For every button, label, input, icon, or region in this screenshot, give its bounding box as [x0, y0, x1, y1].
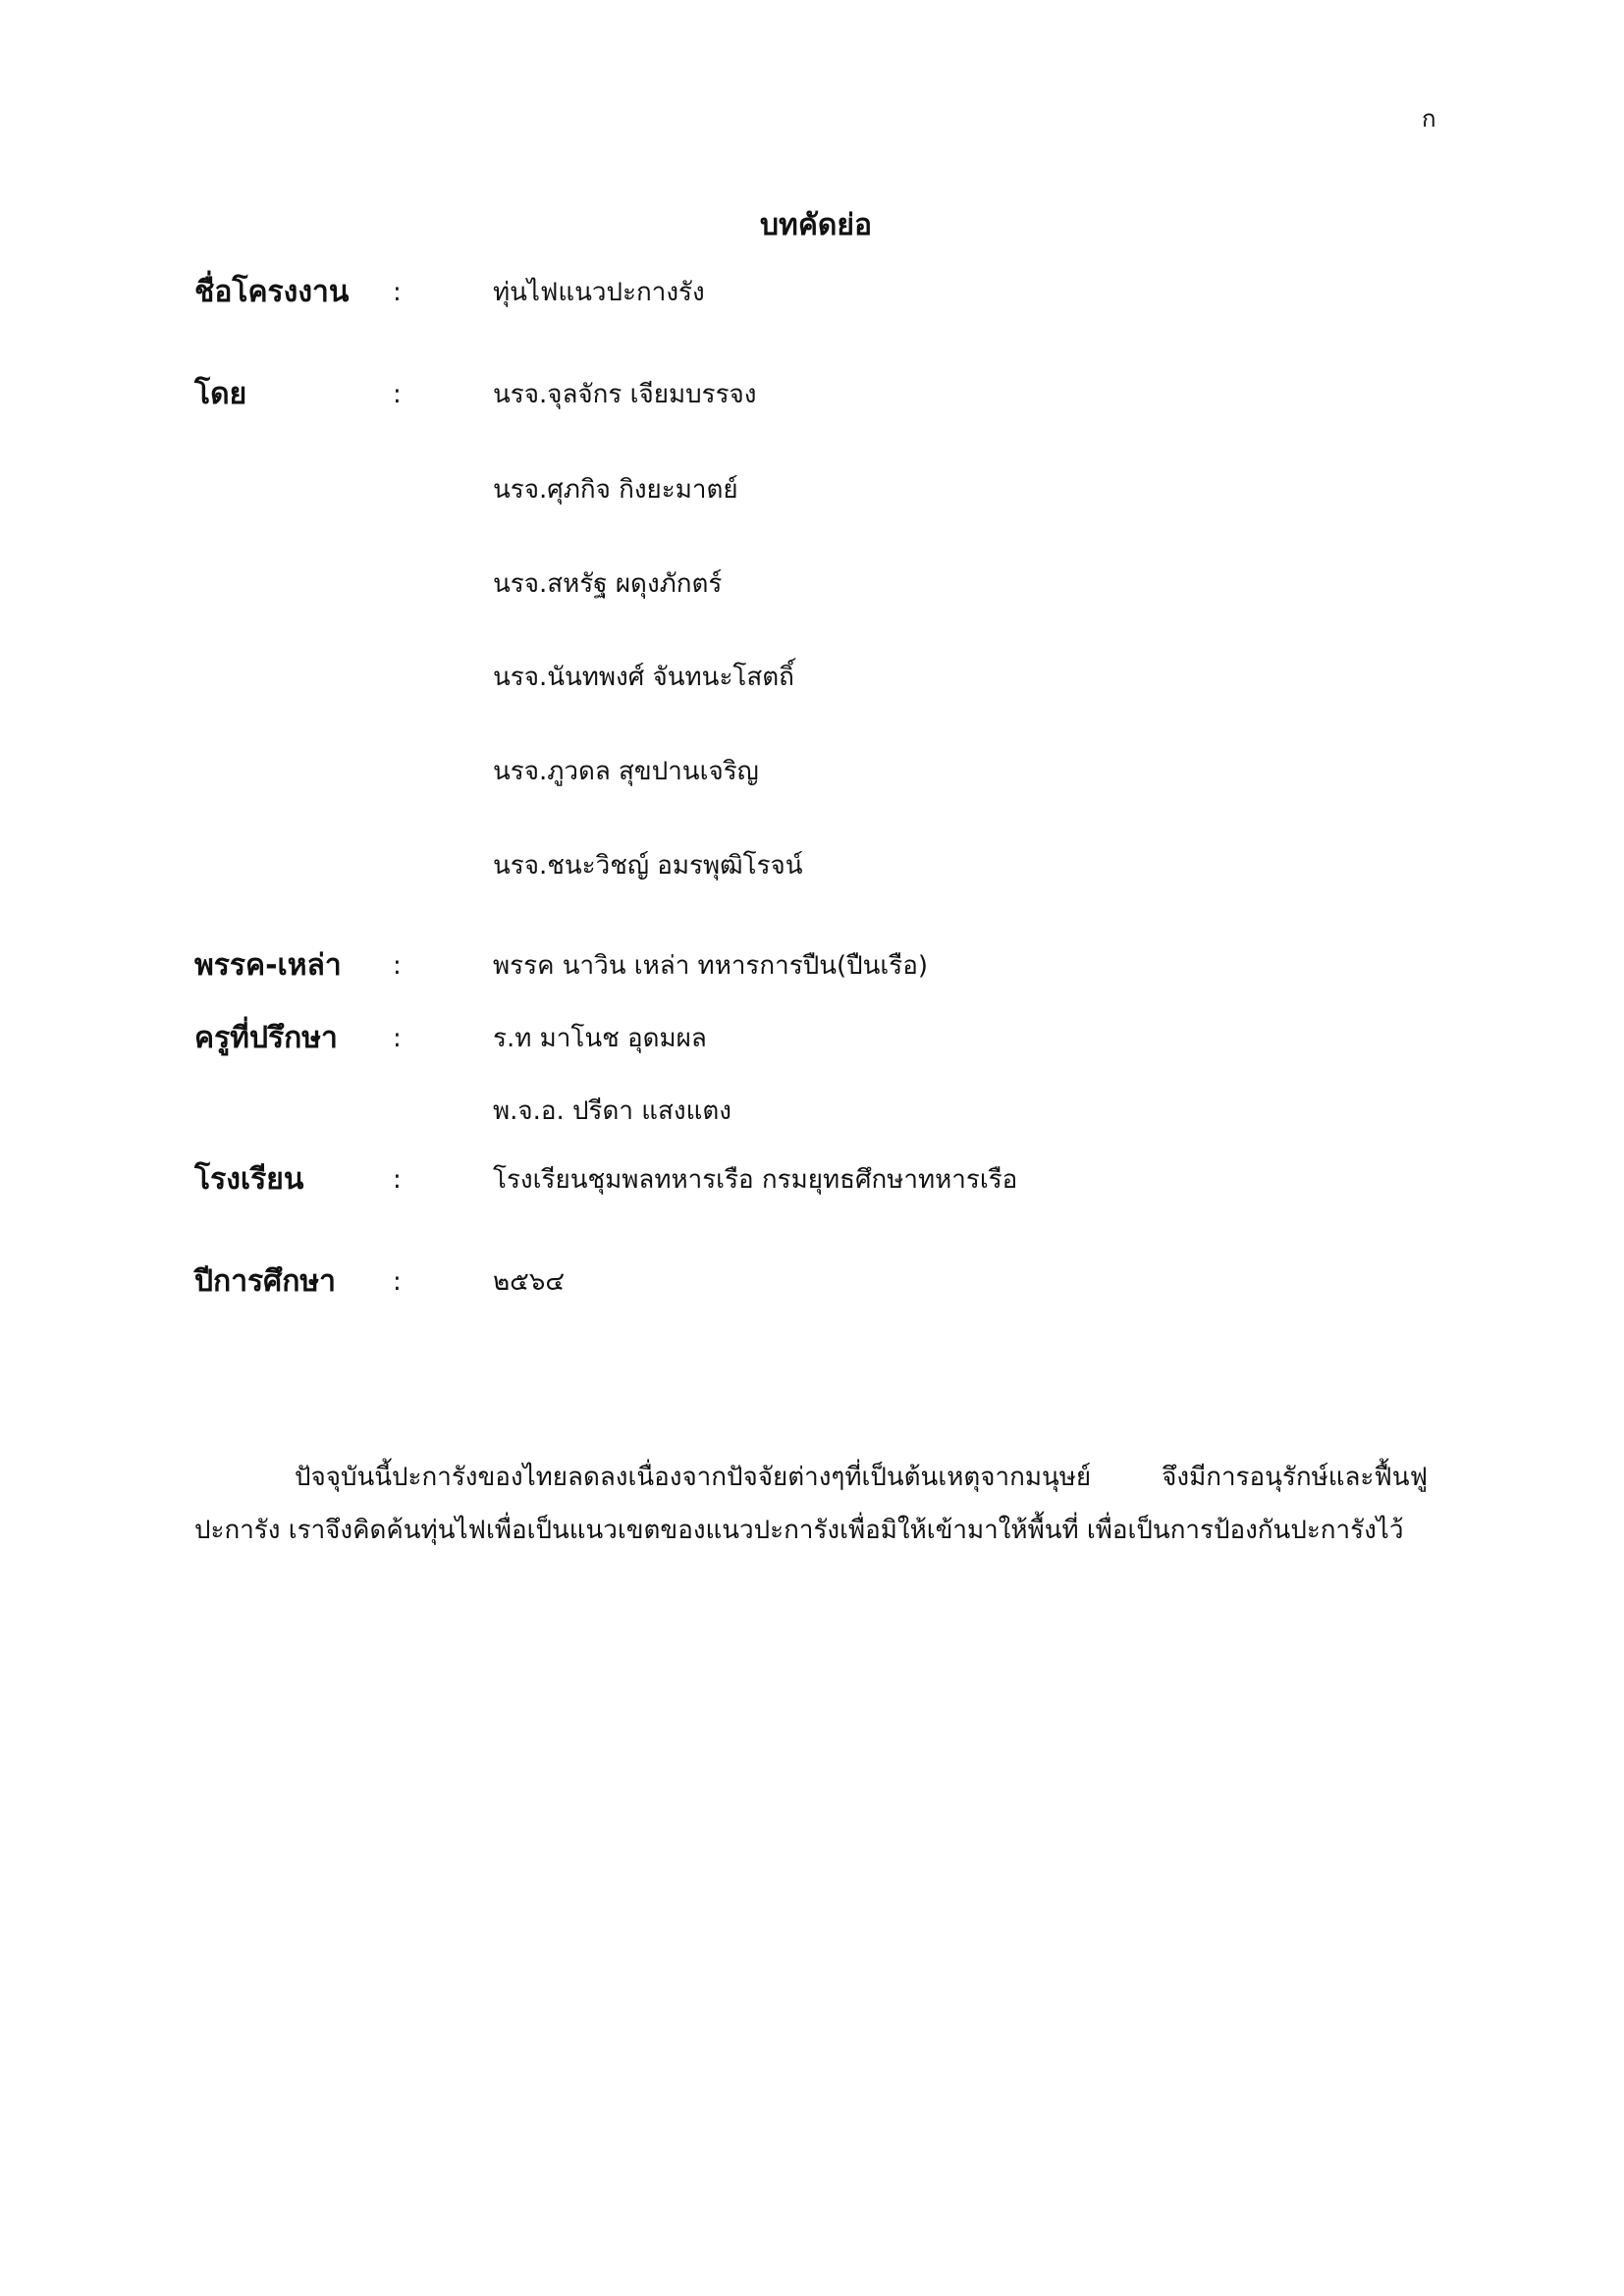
member-name: นรจ.นันทพงศ์ จันทนะโสตถิ์ — [493, 663, 794, 692]
member-name: นรจ.จุลจักร เจียมบรรจง — [493, 380, 757, 409]
field-colon: : — [393, 278, 402, 307]
field-project — [0, 271, 1624, 314]
field-label-by: โดย — [194, 377, 247, 411]
field-advisors-second — [0, 1090, 1624, 1133]
field-colon: : — [393, 1024, 402, 1053]
member-name: นรจ.ภูวดล สุขปานเจริญ — [493, 757, 759, 786]
document-title: บทคัดย่อ — [760, 208, 872, 242]
field-school — [0, 1158, 1624, 1201]
advisor-name: ร.ท มาโนช อุดมผล — [493, 1024, 707, 1053]
field-by-member — [0, 562, 1624, 606]
field-by — [0, 373, 1624, 416]
field-label-advisors: ครูที่ปรึกษา — [194, 1021, 338, 1055]
field-branch — [0, 944, 1624, 988]
field-colon: : — [393, 1267, 402, 1297]
field-year — [0, 1260, 1624, 1304]
field-value-year: ๒๕๖๔ — [493, 1267, 565, 1297]
member-name: นรจ.สหรัฐ ผดุงภักตร์ — [493, 569, 723, 599]
member-name: นรจ.ศุภกิจ กิงยะมาตย์ — [493, 475, 738, 505]
field-by-member — [0, 750, 1624, 793]
page-number: ก — [1422, 105, 1436, 133]
field-by-member — [0, 656, 1624, 699]
field-label-year: ปีการศึกษา — [194, 1264, 336, 1299]
field-label-branch: พรรค-เหล่า — [194, 948, 342, 983]
field-label-school: โรงเรียน — [194, 1162, 304, 1197]
abstract-paragraph: ปัจจุบันนี้ปะการังของไทยลดลงเนื่องจากปัจจัยต่างๆที่เป็นต้นเหตุจากมนุษย์ จึงมีการอนุรักษ์และฟื้นฟูปะการัง เราจึงคิดค้นทุ่นไฟเพื่อเป็นแนวเขตของแนวปะการังเพื่อมิให้เข้ามาให้พื้นที่ เพื่อเป็นการป้องกันปะการังไว้ — [194, 1463, 1428, 1545]
field-by-member — [0, 468, 1624, 511]
field-by-member — [0, 844, 1624, 887]
field-value-project: ทุ่นไฟแนวปะกางรัง — [493, 278, 705, 307]
field-value-branch: พรรค นาวิน เหล่า ทหารการปืน(ปืนเรือ) — [493, 951, 929, 981]
field-advisors — [0, 1017, 1624, 1060]
field-value-school: โรงเรียนชุมพลทหารเรือ กรมยุทธศึกษาทหารเรือ — [493, 1165, 1018, 1195]
field-colon: : — [393, 951, 402, 981]
advisor-name: พ.จ.อ. ปรีดา แสงแตง — [493, 1096, 731, 1126]
field-colon: : — [393, 1165, 402, 1195]
field-label-project: ชื่อโครงงาน — [194, 275, 350, 309]
member-name: นรจ.ชนะวิชญ์ อมรพุฒิโรจน์ — [493, 851, 803, 881]
field-colon: : — [393, 380, 402, 409]
